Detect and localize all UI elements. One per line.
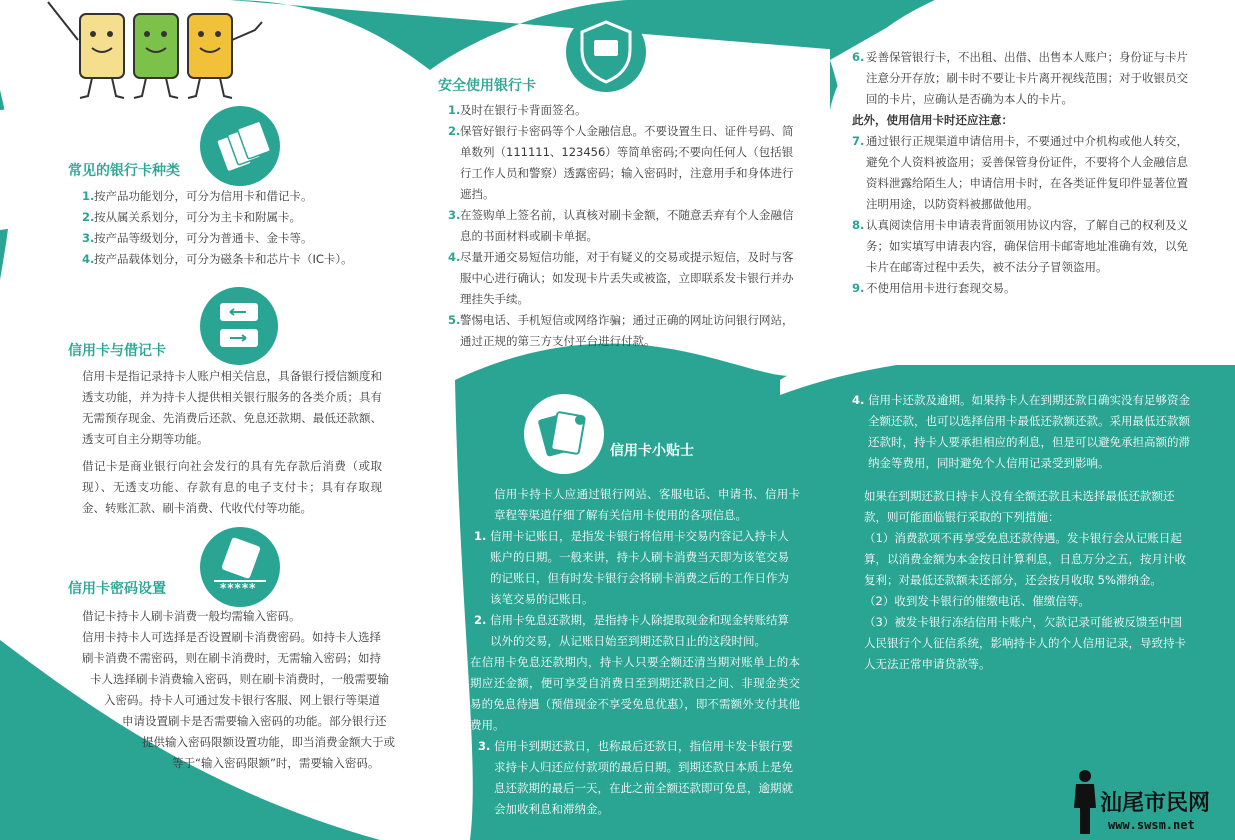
- debit-card-definition: 借记卡是商业银行向社会发行的具有先存款后消费（或取现）、无透支功能、存款有息的电子支付卡；具有存取现金、转账汇款、刷卡消费、代收代付等功能。: [82, 459, 382, 515]
- card-types-list: [82, 186, 412, 270]
- measure-item: （2）收到发卡银行的催缴电话、催缴信等。: [864, 594, 1090, 608]
- tips-intro: 信用卡持卡人应通过银行网站、客服电话、申请书、信用卡章程等渠道仔细了解有关信用卡使用的各项信息。: [494, 487, 800, 522]
- person-silhouette-icon: [1070, 768, 1100, 836]
- list-item: 2. 信用卡免息还款期，是指持卡人除提取现金和现金转账结算以外的交易，从记账日始至到期还款日止的这段时间。: [474, 613, 789, 648]
- list-item: 1. 按产品功能划分，可分为信用卡和借记卡。: [82, 189, 313, 203]
- list-item: 6. 妥善保管银行卡，不出租、出借、出售本人账户；身份证与卡片注意分开存放；刷卡时不要让卡片离开视线范围；对于收银员交回的卡片，应确认是否确为本人的卡片。: [852, 50, 1188, 106]
- card-tag-icon: [524, 394, 604, 474]
- password-card-icon: [200, 527, 280, 607]
- list-item: 2. 保管好银行卡密码等个人金融信息。不要设置生日、证件号码、简单数列（111111、123456）等简单密码;不要向任何人（包括银行工作人员和警察）透露密码；输入密码时，注意用手和身体进行遮挡。: [448, 124, 794, 201]
- list-item: 8. 认真阅读信用卡申请表背面领用协议内容，了解自己的权利及义务；如实填写申请表内容，确保信用卡邮寄地址准确有效，以免卡片在邮寄过程中丢失，被不法分子冒领盗用。: [852, 218, 1188, 274]
- tips-body: [470, 484, 800, 820]
- right-bottom-section: [852, 390, 1192, 675]
- watermark-url: www.swsm.net: [1108, 818, 1195, 832]
- list-item: 3. 在签购单上签名前，认真核对刷卡金额，不随意丢弃有个人金融信息的书面材料或刷卡单据。: [448, 208, 794, 243]
- measures-intro: 如果在到期还款日持卡人没有全额还款且未选择最低还款额还款，则可能面临银行采取的下列措施：: [864, 489, 1175, 524]
- password-line: 信用卡持卡人可选择是否设置刷卡消费密码。如持卡人选择: [82, 630, 381, 644]
- cards-icon: [200, 106, 280, 186]
- list-item: 4. 按产品载体划分，可分为磁条卡和芯片卡（IC卡）。: [82, 252, 353, 266]
- password-line: 借记卡持卡人刷卡消费一般均需输入密码。: [82, 609, 301, 623]
- cards-icon-circle: [200, 106, 280, 186]
- password-line: 刷卡消费不需密码，则在刷卡消费时，无需输入密码；如持: [82, 651, 381, 665]
- tips-para: 在信用卡免息还款期内，持卡人只要全额还清当期对账单上的本期应还金额，便可享受自消费日至到期还款日之间、非现金类交易的免息待遇（预借现金不享受免息优惠），即不需额外支付其他费用。: [470, 655, 800, 732]
- measure-item: （3）被发卡银行冻结信用卡账户，欠款记录可能被反馈至中国人民银行个人征信系统，影响持卡人的个人信用记录，导致持卡人无法正常申请贷款等。: [864, 615, 1186, 671]
- password-stars: *****: [220, 581, 257, 595]
- safe-use-list: [448, 100, 800, 352]
- cartoon-cards-icon: [40, 0, 270, 105]
- watermark-logo-text: 汕尾市民网: [1100, 790, 1211, 816]
- list-item: 5. 警惕电话、手机短信或网络诈骗；通过正确的网址访问银行网站，通过正规的第三方支付平台进行付款。: [448, 313, 794, 348]
- list-item: 2. 按从属关系划分，可分为主卡和附属卡。: [82, 210, 301, 224]
- measure-item: （1）消费款项不再享受免息还款待遇。发卡银行会从记账日起算，以消费金额为本金按日计算利息，日息万分之五，按月计收复利；对最低还款额未还部分，还会按月收取 5%滞纳金。: [864, 531, 1186, 587]
- safe-use-title: 安全使用银行卡: [438, 78, 536, 94]
- list-item: 9. 不使用信用卡进行套现交易。: [852, 281, 1016, 295]
- tips-title: 信用卡小贴士: [610, 443, 694, 459]
- list-item: 4. 信用卡还款及逾期。如果持卡人在到期还款日确实没有足够资金全额还款，也可以选择信用卡最低还款额还款。采用最低还款额还款时，持卡人要承担相应的利息，但是可以避免承担高额的滞纳金等费用，同时避免个人信用记录受到影响。: [852, 393, 1190, 470]
- list-item: 1. 及时在银行卡背面签名。: [448, 103, 587, 117]
- right-top-section: [852, 47, 1194, 299]
- note-heading: 此外，使用信用卡时还应注意：: [852, 113, 1013, 127]
- password-card-icon-circle: [200, 527, 280, 607]
- list-item: 3. 按产品等级划分，可分为普通卡、金卡等。: [82, 231, 313, 245]
- card-tag-icon-circle: [524, 394, 604, 474]
- password-title: 信用卡密码设置: [68, 581, 166, 597]
- list-item: 7. 通过银行正规渠道申请信用卡，不要通过中介机构或他人转交，避免个人资料被盗用；妥善保管身份证件，不要将个人金融信息资料泄露给陌生人；申请信用卡时，在各类证件复印件显著位置注明用途，以防资料被挪做他用。: [852, 134, 1188, 211]
- list-item: 1. 信用卡记账日，是指发卡银行将信用卡交易内容记入持卡人账户的日期。一般来讲，持卡人刷卡消费当天即为该笔交易的记账日，但有时发卡银行会将刷卡消费之后的工作日作为该笔交易的记账日。: [474, 529, 789, 606]
- list-item: 3. 信用卡到期还款日，也称最后还款日，指信用卡发卡银行要求持卡人归还应付款项的最后日期。到期还款日本质上是免息还款期的最后一天，在此之前全额还款即可免息，逾期就会加收利息和滞纳金。: [478, 739, 793, 816]
- password-line: 入密码。持卡人可通过发卡银行客服、网上银行等渠道: [104, 693, 380, 707]
- card-transfer-icon-circle: [200, 287, 278, 365]
- card-transfer-icon: [200, 287, 278, 365]
- list-item: 4. 尽量开通交易短信功能，对于有疑义的交易或提示短信，及时与客服中心进行确认；如发现卡片丢失或被盗，立即联系发卡银行并办理挂失手续。: [448, 250, 794, 306]
- password-line: 提供输入密码限额设置功能，即当消费金额大于或: [142, 735, 395, 749]
- card-types-title: 常见的银行卡种类: [68, 163, 180, 179]
- shield-card-icon: [566, 12, 646, 92]
- credit-debit-title: 信用卡与借记卡: [68, 343, 166, 359]
- password-line: 等于“输入密码限额”时，需要输入密码。: [172, 756, 380, 770]
- credit-debit-body: [82, 366, 382, 525]
- password-line: 申请设置刷卡是否需要输入密码的功能。部分银行还: [122, 714, 387, 728]
- credit-card-definition: 信用卡是指记录持卡人账户相关信息，具备银行授信额度和透支功能，并为持卡人提供相关银行服务的各类介质；具有无需预存现金、先消费后还款、免息还款期、最低还款额、透支可自主分期等功能。: [82, 369, 382, 446]
- shield-card-icon-circle: [566, 12, 646, 92]
- password-line: 卡人选择刷卡消费输入密码，则在刷卡消费时，一般需要输: [90, 672, 389, 686]
- password-body: [0, 606, 440, 786]
